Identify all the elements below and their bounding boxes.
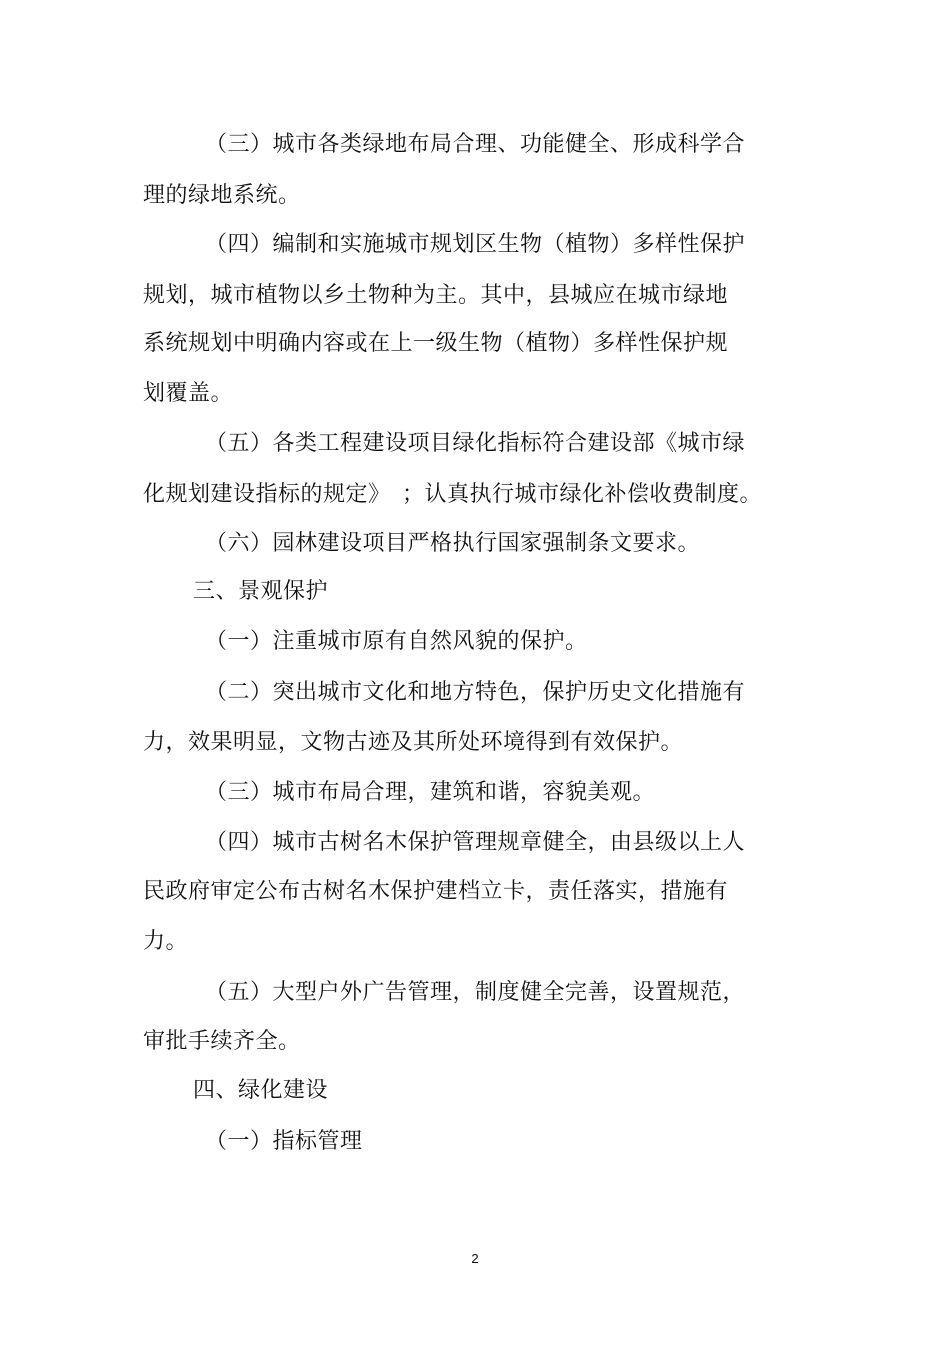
paragraph-line: 规划，城市植物以乡土物种为主。其中，县城应在城市绿地 — [143, 283, 729, 308]
paragraph-line: 力。 — [143, 929, 189, 954]
paragraph-line: （五）各类工程建设项目绿化指标符合建设部《城市绿 — [205, 431, 746, 456]
paragraph-line: （二）突出城市文化和地方特色，保护历史文化措施有 — [205, 680, 746, 705]
paragraph-line: 划覆盖。 — [143, 381, 234, 406]
section-heading: 四、绿化建设 — [193, 1078, 329, 1103]
paragraph-line: （三）城市各类绿地布局合理、功能健全、形成科学合 — [205, 132, 746, 157]
page-number: 2 — [471, 1251, 479, 1266]
section-heading: 三、景观保护 — [193, 579, 329, 604]
paragraph-line: （五）大型户外广告管理，制度健全完善，设置规范， — [205, 980, 746, 1005]
paragraph-line: 系统规划中明确内容或在上一级生物（植物）多样性保护规 — [143, 331, 729, 356]
paragraph-line: （三）城市布局合理，建筑和谐，容貌美观。 — [205, 780, 656, 805]
paragraph-line: （四）城市古树名木保护管理规章健全，由县级以上人 — [205, 830, 746, 855]
paragraph-line: 民政府审定公布古树名木保护建档立卡，责任落实，措施有 — [143, 879, 729, 904]
paragraph-line: 化规划建设指标的规定》 ；认真执行城市绿化补偿收费制度。 — [143, 482, 763, 507]
paragraph-line: 审批手续齐全。 — [143, 1029, 301, 1054]
paragraph-line: 力，效果明显，文物古迹及其所处环境得到有效保护。 — [143, 730, 684, 755]
paragraph-line: （一）注重城市原有自然风貌的保护。 — [205, 629, 588, 654]
paragraph-line: 理的绿地系统。 — [143, 183, 301, 208]
paragraph-line: （六）园林建设项目严格执行国家强制条文要求。 — [205, 531, 701, 556]
subsection-heading: （一）指标管理 — [205, 1129, 363, 1154]
paragraph-line: （四）编制和实施城市规划区生物（植物）多样性保护 — [205, 232, 746, 257]
